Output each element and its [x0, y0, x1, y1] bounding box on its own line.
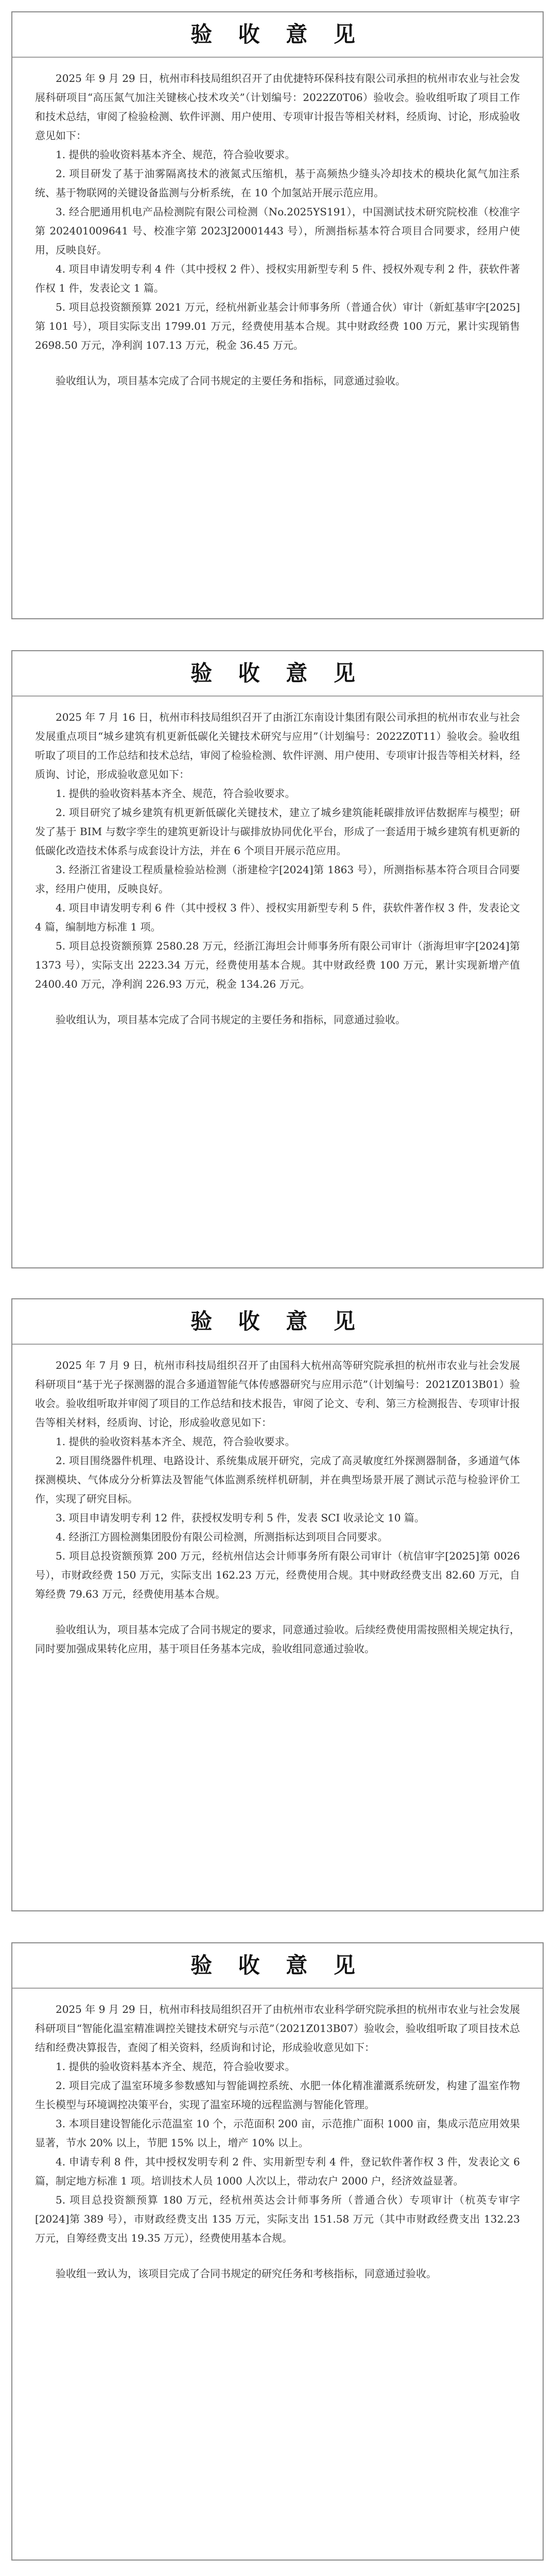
card-item: 4. 申请专利 8 件，其中授权发明专利 2 件、实用新型专利 4 件，登记软件著作权 3 件，发表论文 6 篇，制定地方标准 1 项。培训技术人员 1000 人次以上，带动农户 2000 户，经济效益显著。: [35, 2156, 520, 2187]
card-item: 3. 经合肥通用机电产品检测院有限公司检测（No.2025YS191），中国测试技术研究院校准（校准字第 202401009641 号、校准字第 2023J20001443 号），所测指标基本符合项目合同要求，经用户使用，反映良好。: [35, 206, 520, 256]
card-title: 验 收 意 见: [190, 660, 364, 686]
acceptance-card-4: [11, 1942, 544, 2561]
card-item: 3. 项目申请发明专利 12 件，获授权发明专利 5 件，发表 SCI 收录论文 10 篇。: [56, 1512, 425, 1524]
card-conclusion: 验收组认为，项目基本完成了合同书规定的要求，同意通过验收。后续经费使用需按照相关规定执行，同时要加强成果转化应用，基于项目任务基本完成，验收组同意通过验收。: [35, 1623, 520, 1655]
card-item: 4. 项目申请发明专利 6 件（其中授权 3 件）、授权实用新型专利 5 件，获软件著作权 3 件，发表论文 4 篇，编制地方标准 1 项。: [35, 902, 520, 933]
card-intro: 2025 年 9 月 29 日，杭州市科技局组织召开了由优捷特环保科技有限公司承担的杭州市农业与社会发展科研项目“高压氮气加注关键核心技术攻关”（计划编号：2022Z0T06）验收会。验收组听取了项目工作和技术总结，审阅了检验检测、软件评测、用户使用、专项审计报告等相关材料，经质询、讨论，形成验收意见如下：: [35, 72, 520, 142]
card-body: [12, 57, 543, 391]
card-item: 1. 提供的验收资料基本齐全、规范，符合验收要求。: [56, 148, 296, 161]
card-conclusion: 验收组认为，项目基本完成了合同书规定的主要任务和指标，同意通过验收。: [56, 1013, 406, 1026]
card-body: [12, 696, 543, 1029]
acceptance-card-2: [11, 650, 544, 1268]
card-item: 3. 本项目建设智能化示范温室 10 个，示范面积 200 亩，示范推广面积 1000 亩，集成示范应用效果显著，节水 20% 以上，节肥 15% 以上，增产 10% 以上。: [35, 2117, 520, 2149]
card-intro: 2025 年 7 月 9 日，杭州市科技局组织召开了由国科大杭州高等研究院承担的杭州市农业与社会发展科研项目“基于光子探测器的混合多通道智能气体传感器研究与应用示范”（计划编号：2021Z013B01）验收会。验收组听取并审阅了项目的工作总结和技术报告，审阅了论文、专利、第三方检测报告、专项审计报告等相关材料，经质询、讨论，形成验收意见如下：: [35, 1359, 520, 1429]
card-item: 5. 项目总投资额预算 200 万元，经杭州信达会计师事务所有限公司审计（杭信审字[2025]第 0026 号），市财政经费 150 万元，实际支出 162.23 万元，经费使用合规。其中财政经费支出 82.60 万元，自筹经费 79.63 万元，经费使用基本合规。: [35, 1550, 520, 1600]
card-item: 5. 项目总投资额预算 180 万元，经杭州英达会计师事务所（普通合伙）专项审计（杭英专审字[2024]第 389 号），市财政经费支出 135 万元，实际支出 151.58 万元（其中市财政经费支出 132.23 万元，自筹经费支出 19.35 万元），经费使用基本合规。: [35, 2194, 520, 2244]
card-title: 验 收 意 见: [190, 22, 364, 47]
card-item: 2. 项目研究了城乡建筑有机更新低碳化关键技术，建立了城乡建筑能耗碳排放评估数据库与模型；研发了基于 BIM 与数字孪生的建筑更新设计与碳排放协同优化平台，形成了一套适用于城乡建筑有机更新的低碳化改造技术体系与成套设计方法，并在 6 个项目开展示范应用。: [35, 806, 520, 857]
card-conclusion: 验收组一致认为，该项目完成了合同书规定的研究任务和考核指标，同意通过验收。: [56, 2267, 437, 2280]
card-item: 1. 提供的验收资料基本齐全、规范，符合验收要求。: [56, 2060, 296, 2073]
card-title: 验 收 意 见: [190, 1953, 364, 1978]
card-intro: 2025 年 9 月 29 日，杭州市科技局组织召开了由杭州市农业科学研究院承担的杭州市农业与社会发展科研项目“智能化温室精准调控关键技术研究与示范”（2021Z013B07）验收会，验收组听取了项目技术总结和经费决算报告，查阅了相关资料，经质询和讨论，形成验收意见如下：: [35, 2003, 520, 2054]
card-body: [12, 1988, 543, 2283]
acceptance-card-3: [11, 1298, 544, 1911]
card-item: 2. 项目研发了基于油雾隔离技术的液氮式压缩机，基于高频热少缝头冷却技术的模块化氮气加注系统、基于物联网的关键设备监测与分析系统，在 10 个加氢站开展示范应用。: [35, 167, 520, 199]
card-item: 1. 提供的验收资料基本齐全、规范，符合验收要求。: [56, 787, 296, 800]
acceptance-card-1: [11, 11, 544, 619]
card-title: 验 收 意 见: [190, 1309, 364, 1334]
card-conclusion: 验收组认为，项目基本完成了合同书规定的主要任务和指标，同意通过验收。: [56, 375, 406, 387]
card-body: [12, 1344, 543, 1658]
card-item: 5. 项目总投资额预算 2580.28 万元，经浙江海坦会计师事务所有限公司审计（浙海坦审字[2024]第 1373 号），实际支出 2223.34 万元，经费使用基本合规。其中财政经费 100 万元，累计实现新增产值 2400.40 万元，净利润 226.93 万元，税金 134.26 万元。: [35, 940, 520, 990]
card-item: 2. 项目完成了温室环境多参数感知与智能调控系统、水肥一体化精准灌溉系统研发，构建了温室作物生长模型与环境调控决策平台，实现了温室环境的远程监测与智能化管理。: [35, 2079, 520, 2111]
card-item: 5. 项目总投资额预算 2021 万元，经杭州新业基会计师事务所（普通合伙）审计（新虹基审字[2025]第 101 号），项目实际支出 1799.01 万元，经费使用基本合规。其中财政经费 100 万元，累计实现销售 2698.50 万元，净利润 107.13 万元，税金 36.45 万元。: [35, 301, 520, 351]
card-item: 4. 经浙江方圆检测集团股份有限公司检测，所测指标达到项目合同要求。: [56, 1531, 388, 1543]
card-item: 4. 项目申请发明专利 4 件（其中授权 2 件）、授权实用新型专利 5 件、授权外观专利 2 件，获软件著作权 1 件，发表论文 1 篇。: [35, 263, 520, 294]
card-item: 1. 提供的验收资料基本齐全、规范，符合验收要求。: [56, 1435, 296, 1448]
card-item: 3. 经浙江省建设工程质量检验站检测（浙建检字[2024]第 1863 号），所测指标基本符合项目合同要求，经用户使用，反映良好。: [35, 863, 520, 895]
card-intro: 2025 年 7 月 16 日，杭州市科技局组织召开了由浙江东南设计集团有限公司承担的杭州市农业与社会发展重点项目“城乡建筑有机更新低碳化关键技术研究与应用”（计划编号：2022Z0T11）验收会。验收组听取了项目的工作总结和技术总结，审阅了检验检测、软件评测、用户使用、专项审计报告等相关材料，经质询、讨论，形成验收意见如下：: [35, 711, 520, 781]
card-item: 2. 项目围绕器件机理、电路设计、系统集成展开研究，完成了高灵敏度红外探测器制备，多通道气体探测模块、气体成分分析算法及智能气体监测系统样机研制，并在典型场景开展了测试示范与检验评价工作，实现了研究目标。: [35, 1454, 520, 1505]
